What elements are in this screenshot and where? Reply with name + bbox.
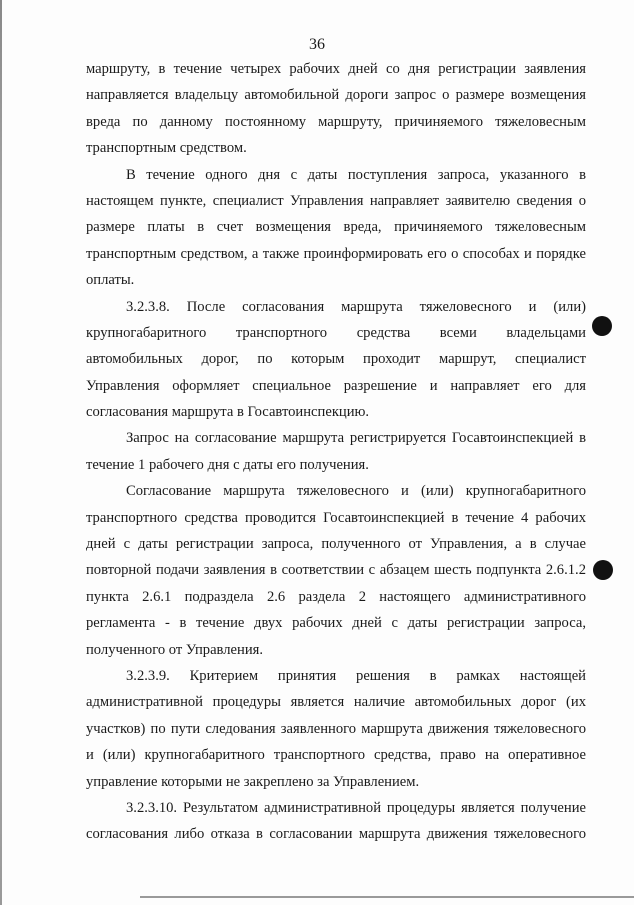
text-line: согласования маршрута в Госавтоинспекцию. [86,404,370,421]
text-line: Управления оформляет специальное разрешение и направляет его для [86,377,586,394]
text-line: маршруту, в течение четырех рабочих дней со дня регистрации заявления [86,61,586,77]
scan-left-edge [0,0,2,905]
text-line: пункта 2.6.1 подраздела 2.6 раздела 2 настоящего административного [86,588,586,605]
body-text [86,56,586,848]
scan-bottom-edge [140,896,634,898]
text-line: управление которыми не закреплено за Управлением. [86,773,420,790]
text-line: регламента - в течение двух рабочих дней с даты регистрации запроса, [86,615,586,632]
text-line: крупногабаритного транспортного средства всеми владельцами [86,324,586,341]
text-line: транспортным средством. [86,140,247,157]
text-line: административной процедуры является наличие автомобильных дорог (их [86,694,586,711]
text-line: участков) по пути следования заявленного маршрута движения тяжеловесного [86,720,586,737]
text-line: 3.2.3.10. Результатом административной процедуры является получение [126,799,586,816]
text-line: размере платы в счет возмещения вреда, причиняемого тяжеловесным [86,219,586,236]
text-line: повторной подачи заявления в соответствии с абзацем шесть подпункта 2.6.1.2 [86,562,586,579]
punch-hole-mark [593,560,613,580]
text-line: 3.2.3.9. Критерием принятия решения в рамках настоящей [126,667,586,684]
text-line: дней с даты регистрации запроса, полученного от Управления, а в случае [86,536,586,553]
text-line: автомобильных дорог, по которым проходит маршрут, специалист [86,351,586,368]
page-number: 36 [309,36,325,53]
text-line: согласования либо отказа в согласовании маршрута движения тяжеловесного [86,826,586,843]
text-line: направляется владельцу автомобильной дороги запрос о размере возмещения [86,87,586,104]
text-line: транспортным средством, а также проинформировать его о способах и порядке [86,245,586,262]
text-line: оплаты. [86,272,135,289]
text-line: 3.2.3.8. После согласования маршрута тяжеловесного и (или) [126,298,586,315]
text-line: Запрос на согласование маршрута регистрируется Госавтоинспекцией в [126,430,586,447]
text-line: вреда по данному постоянному маршруту, причиняемого тяжеловесным [86,113,586,130]
text-line: Согласование маршрута тяжеловесного и (или) крупногабаритного [126,483,586,500]
text-line: полученного от Управления. [86,641,263,658]
text-line: и (или) крупногабаритного транспортного средства, право на оперативное [86,747,586,764]
text-line: настоящем пункте, специалист Управления направляет заявителю сведения о [86,192,586,209]
text-line: транспортного средства проводится Госавтоинспекцией в течение 4 рабочих [86,509,586,526]
punch-hole-mark [592,316,612,336]
text-line: В течение одного дня с даты поступления запроса, указанного в [126,166,586,183]
text-line: течение 1 рабочего дня с даты его получения. [86,456,369,473]
